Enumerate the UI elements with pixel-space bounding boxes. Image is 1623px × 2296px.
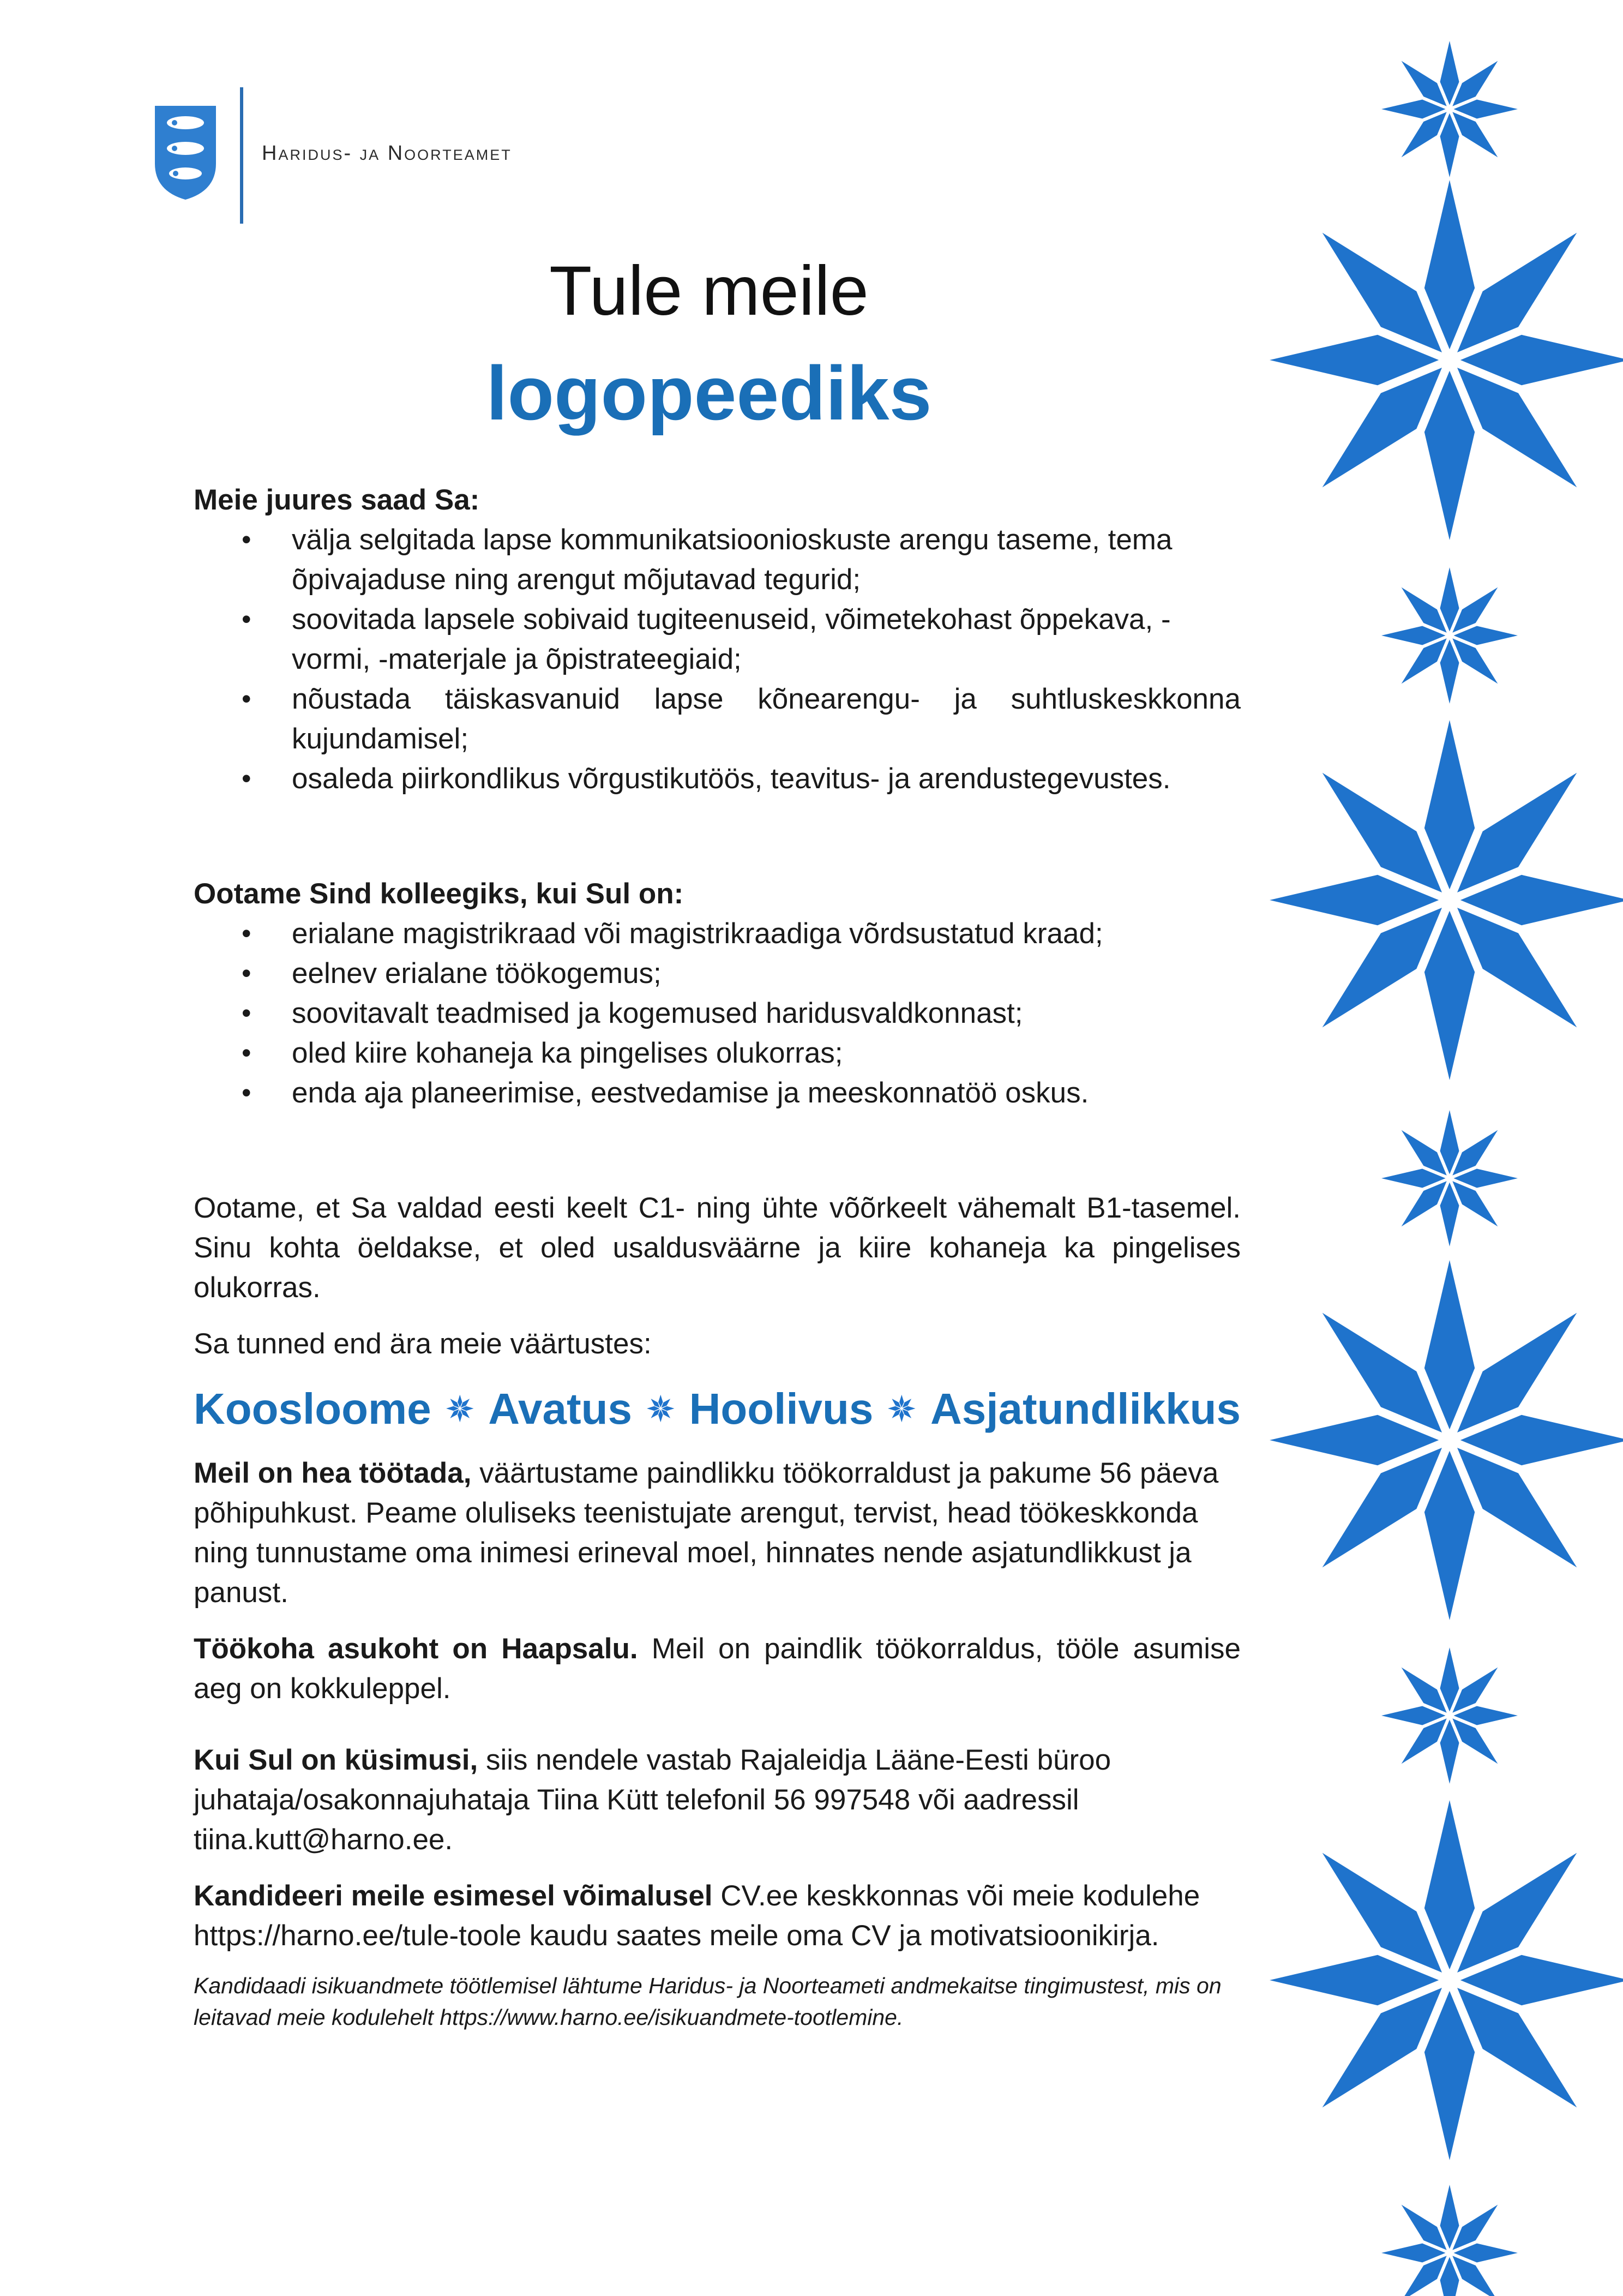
snowflake-small — [1381, 41, 1518, 177]
list-item: • soovitavalt teadmised ja kogemused haridusvaldkonnast; — [194, 993, 1241, 1033]
values-row — [194, 1386, 1241, 1431]
page-title-line-2: logopeediks — [486, 350, 932, 436]
snowflake-small — [1381, 567, 1518, 704]
location-paragraph — [194, 1629, 1241, 1708]
snowflake-small — [1381, 1110, 1518, 1246]
snowflake-ornament-column — [1254, 0, 1623, 2296]
benefits-text: väärtustame paindlikku töökorraldust ja pakume 56 päeva põhipuhkust. Peame oluliseks teenistujate arengut, tervist, head töökeskkonda ning tunnustame oma inimesi erineval moel, hinnates nende asjatundlikkust ja panust. — [194, 1457, 1219, 1609]
list-item: • erialane magistrikraad või magistrikraadiga võrdsustatud kraad; — [194, 914, 1241, 954]
snowflake-large — [1270, 720, 1623, 1080]
list-item: • soovitada lapsele sobivaid tugiteenuseid, võimetekohast õppekava, -vormi, -materjale ja õpistrateegiaid; — [194, 600, 1241, 679]
section-heading-requirements: Ootame Sind kolleegiks, kui Sul on: — [194, 878, 684, 910]
organization-name: Haridus- ja Noorteamet — [262, 142, 512, 165]
apply-lead: Kandideeri meile esimesel võimalusel — [194, 1880, 713, 1912]
contact-text: siis nendele vastab Rajaleidja Lääne-Eesti büroo juhataja/osakonnajuhataja Tiina Kütt telefonil 56 997548 või aadressil tiina.kutt@harno.ee. — [194, 1744, 1111, 1856]
list-item: • välja selgitada lapse kommunikatsioonioskuste arengu taseme, tema õpivajaduse ning arengut mõjutavad tegurid; — [194, 520, 1241, 600]
job-ad-content — [194, 480, 1241, 2033]
snowflake-icon — [446, 1386, 474, 1431]
list-item: • nõustada täiskasvanuid lapse kõnearengu- ja suhtluskeskkonna kujundamisel; — [194, 679, 1241, 759]
snowflake-small — [1381, 2185, 1518, 2296]
snowflake-large — [1270, 1800, 1623, 2160]
list-item: • osaleda piirkondlikus võrgustikutöös, teavitus- ja arendustegevustes. — [194, 759, 1241, 799]
values-intro: Sa tunned end ära meie väärtustes: — [194, 1328, 652, 1360]
apply-text: CV.ee keskkonnas või meie kodulehe https://harno.ee/tule-toole kaudu saates meile oma CV ja motivatsioonikirja. — [194, 1880, 1200, 1952]
snowflake-large — [1270, 1260, 1623, 1620]
contact-paragraph — [194, 1740, 1241, 1860]
apply-paragraph — [194, 1876, 1241, 1956]
snowflake-icon — [646, 1386, 675, 1431]
requirements-list — [194, 914, 1241, 1113]
list-item: • eelnev erialane töökogemus; — [194, 954, 1241, 993]
organization-logo — [153, 87, 534, 224]
list-item: • enda aja planeerimise, eestvedamise ja meeskonnatöö oskus. — [194, 1073, 1241, 1113]
offer-list — [194, 520, 1241, 799]
value-label: Asjatundlikkus — [930, 1384, 1241, 1433]
snowflake-large — [1270, 180, 1623, 540]
location-lead: Töökoha asukoht on Haapsalu. — [194, 1633, 638, 1665]
benefits-paragraph — [194, 1453, 1241, 1612]
privacy-note: Kandidaadi isikuandmete töötlemisel lähtume Haridus- ja Noorteameti andmekaitse tingimustest, mis on leitavad meie kodulehelt https://www.harno.ee/isikuandmete-tootlemine. — [194, 1973, 1222, 2030]
language-requirements: Ootame, et Sa valdad eesti keelt C1- ning ühte võõrkeelt vähemalt B1-tasemel. Sinu kohta öeldakse, et oled usaldusväärne ja kiire kohaneja ka pingelises olukorras. — [194, 1192, 1241, 1304]
snowflake-icon — [887, 1386, 916, 1431]
value-label: Avatus — [488, 1384, 632, 1433]
value-label: Hoolivus — [689, 1384, 874, 1433]
section-heading-offer: Meie juures saad Sa: — [194, 484, 480, 516]
value-label: Koosloome — [194, 1384, 431, 1433]
page-title-line-1: Tule meile — [549, 252, 869, 330]
list-item: • oled kiire kohaneja ka pingelises olukorras; — [194, 1033, 1241, 1073]
benefits-lead: Meil on hea töötada, — [194, 1457, 472, 1489]
snowflake-small — [1381, 1647, 1518, 1784]
estonian-coat-of-arms-icon — [153, 104, 218, 202]
contact-lead: Kui Sul on küsimusi, — [194, 1744, 478, 1776]
location-text: Meil on paindlik töökorraldus, tööle asumise aeg on kokkuleppel. — [194, 1633, 1241, 1705]
logo-divider — [240, 87, 243, 224]
